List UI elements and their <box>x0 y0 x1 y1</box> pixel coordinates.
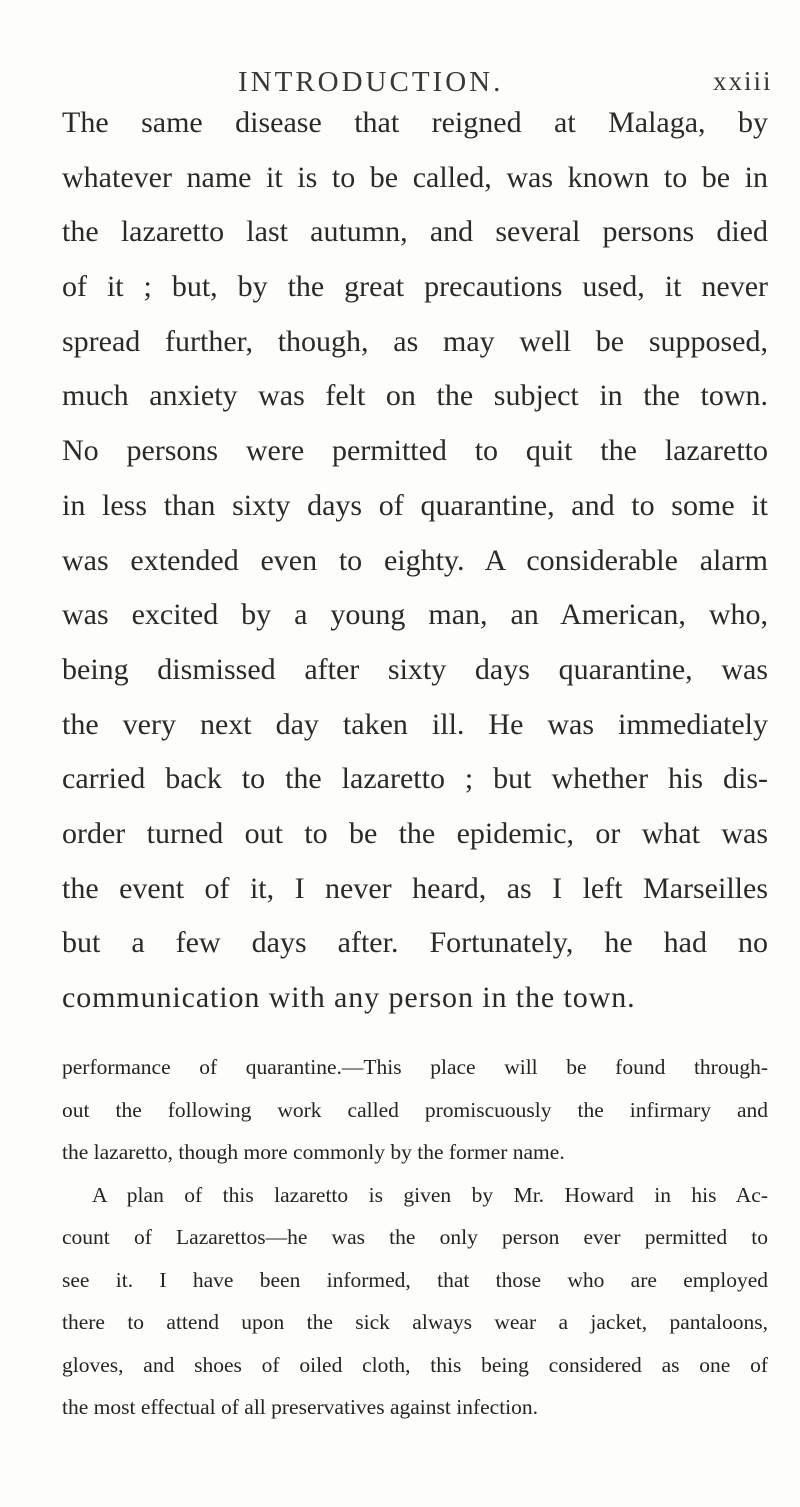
text-line: The same disease that reigned at Malaga, by <box>62 106 768 139</box>
text-line: the very next day taken ill. He was immediately <box>62 707 768 741</box>
footnote-line: there to attend upon the sick always wear a jacket, pantaloons, <box>62 1310 768 1334</box>
footnote-line: the most effectual of all preservatives against infection. <box>62 1395 539 1419</box>
text-line: whatever name it is to be called, was known to be in <box>62 160 768 194</box>
footnote-line: A plan of this lazaretto is given by Mr. Howard in his Ac- <box>92 1182 768 1207</box>
text-line: order turned out to be the epidemic, or what was <box>62 816 768 850</box>
main-text <box>62 96 768 1026</box>
footnote-line: see it. I have been informed, that those who are employed <box>62 1267 768 1292</box>
text-line: much anxiety was felt on the subject in the town. <box>62 379 768 413</box>
text-line: was extended even to eighty. A considerable alarm <box>62 543 768 577</box>
footnote-line: count of Lazarettos—he was the only person ever permitted to <box>62 1225 768 1249</box>
text-line: was excited by a young man, an American, who, <box>62 598 768 632</box>
footnote-line: out the following work called promiscuously the infirmary and <box>62 1097 768 1122</box>
text-line: No persons were permitted to quit the lazaretto <box>62 434 768 468</box>
text-line: communication with any person in the town. <box>62 981 636 1014</box>
text-line: but a few days after. Fortunately, he had no <box>62 926 768 960</box>
footnote-line: gloves, and shoes of oiled cloth, this being considered as one of <box>62 1352 768 1377</box>
text-line: the event of it, I never heard, as I left Marseilles <box>62 871 768 905</box>
text-line: of it ; but, by the great precautions used, it never <box>62 270 768 304</box>
text-line: being dismissed after sixty days quarantine, was <box>62 652 768 686</box>
footnote-line: the lazaretto, though more commonly by the former name. <box>62 1140 565 1164</box>
page-number: xxiii <box>713 66 773 96</box>
text-line: in less than sixty days of quarantine, and to some it <box>62 488 768 522</box>
text-line: carried back to the lazaretto ; but whether his dis- <box>62 762 768 796</box>
running-title: INTRODUCTION. <box>238 66 504 98</box>
footnote-line: performance of quarantine.—This place will be found through- <box>62 1055 768 1079</box>
footnote <box>62 1046 768 1429</box>
text-line: the lazaretto last autumn, and several persons died <box>62 215 768 249</box>
text-line: spread further, though, as may well be supposed, <box>62 324 768 358</box>
